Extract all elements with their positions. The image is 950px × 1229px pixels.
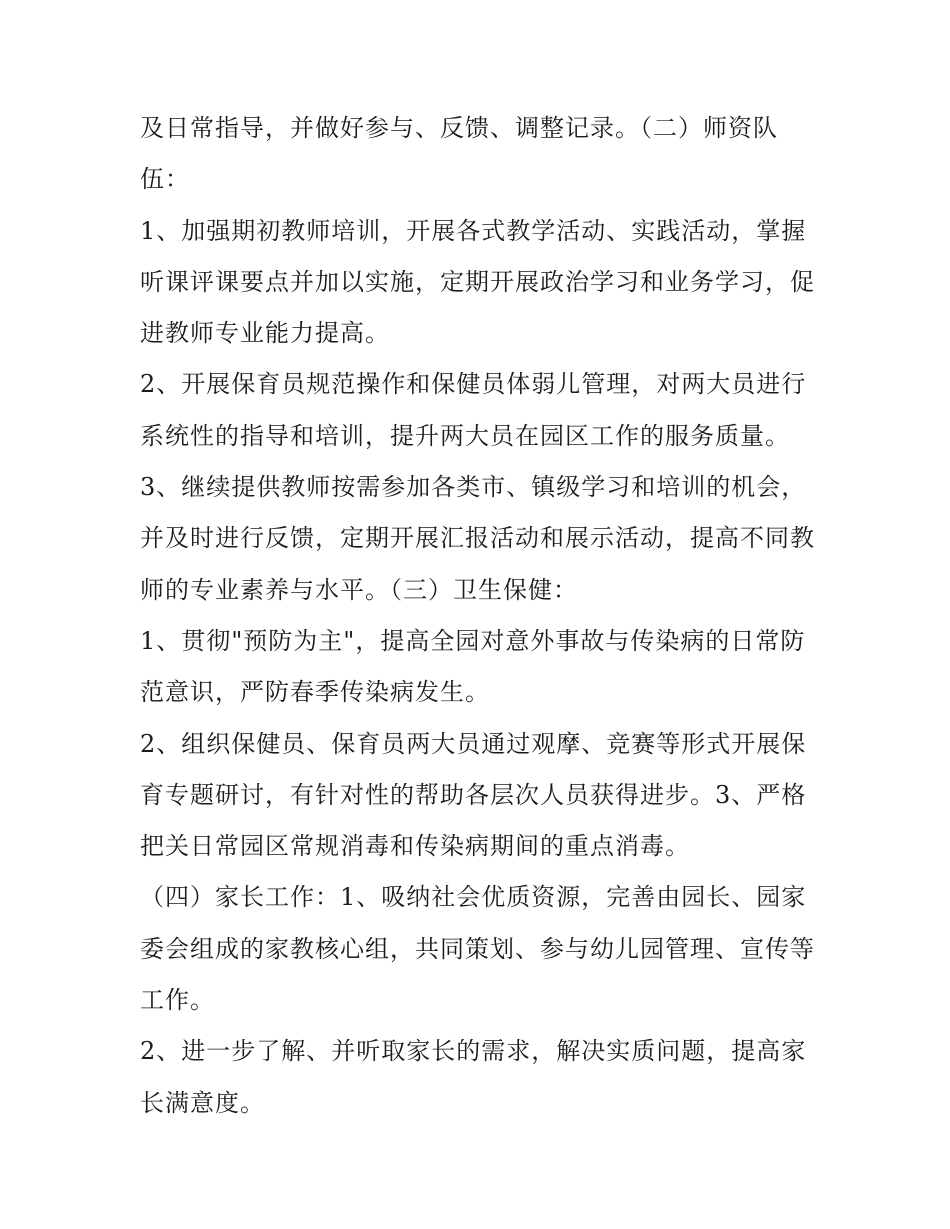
- text-line: 工作。: [140, 986, 215, 1015]
- text-line: 系统性的指导和培训，提升两大员在园区工作的服务质量。: [140, 421, 790, 450]
- text-line: 2、组织保健员、保育员两大员通过观摩、竞赛等形式开展保: [140, 729, 807, 758]
- text-line: 委会组成的家教核心组，共同策划、参与幼儿园管理、宣传等: [140, 934, 815, 963]
- text-line: 听课评课要点并加以实施，定期开展政治学习和业务学习，促: [140, 267, 815, 296]
- text-line: 并及时进行反馈，定期开展汇报活动和展示活动，提高不同教: [140, 524, 815, 553]
- text-line: 3、继续提供教师按需参加各类市、镇级学习和培训的机会，: [140, 473, 807, 502]
- text-line: 长满意度。: [140, 1088, 265, 1117]
- text-line: 育专题研讨，有针对性的帮助各层次人员获得进步。3、严格: [140, 780, 807, 809]
- text-line: 伍：: [140, 165, 190, 194]
- text-line: 师的专业素养与水平。（三）卫生保健：: [140, 575, 578, 604]
- text-line: 1、贯彻"预防为主"，提高全园对意外事故与传染病的日常防: [140, 626, 806, 655]
- text-line: （四）家长工作：1、吸纳社会优质资源，完善由园长、园家: [140, 883, 807, 912]
- text-line: 范意识，严防春季传染病发生。: [140, 678, 490, 707]
- text-line: 及日常指导，并做好参与、反馈、调整记录。（二）师资队: [140, 114, 778, 142]
- text-line: 把关日常园区常规消毒和传染病期间的重点消毒。: [140, 832, 690, 861]
- document-body: [140, 103, 820, 1129]
- text-line: 1、加强期初教师培训，开展各式教学活动、实践活动，掌握: [140, 216, 807, 245]
- text-line: 进教师专业能力提高。: [140, 319, 390, 348]
- text-line: 2、开展保育员规范操作和保健员体弱儿管理，对两大员进行: [140, 370, 807, 399]
- text-line: 2、进一步了解、并听取家长的需求，解决实质问题，提高家: [140, 1037, 807, 1066]
